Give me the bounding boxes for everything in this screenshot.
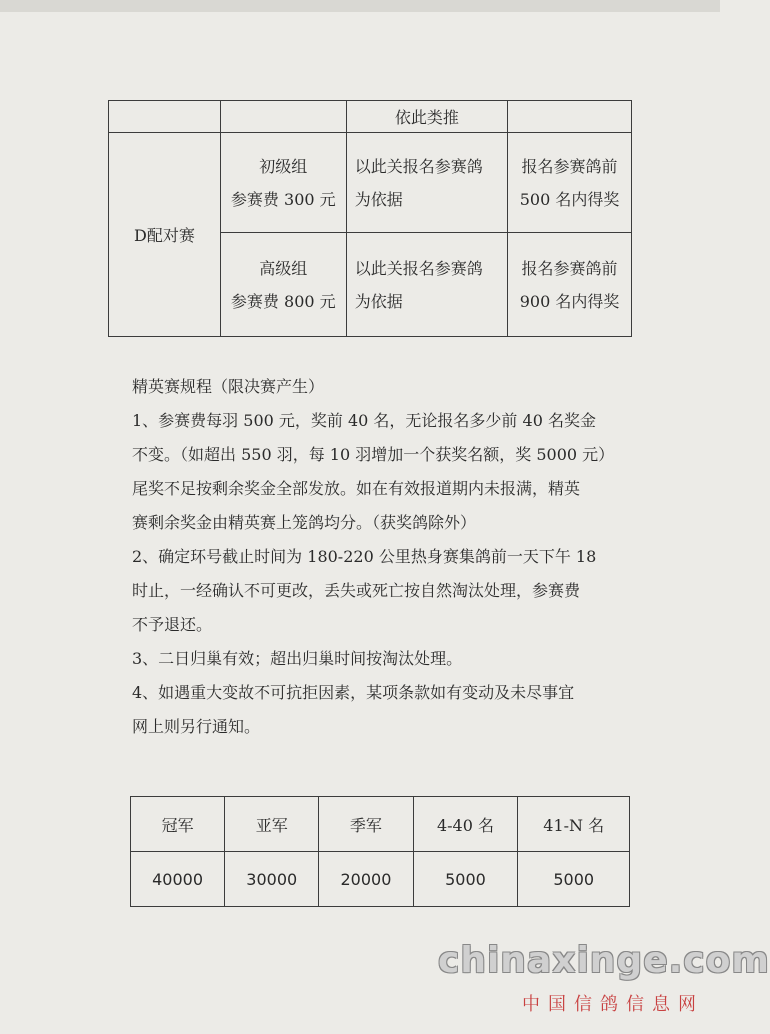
group-fee: 参赛费 300 元 [230, 189, 336, 209]
rules-line: 2、确定环号截止时间为 180-220 公里热身赛集鸽前一天下午 18 [132, 547, 597, 566]
rules-line: 3、二日归巢有效；超出归巢时间按淘汰处理。 [132, 649, 463, 668]
header-empty-cell [220, 101, 346, 133]
rules-line: 网上则另行通知。 [132, 717, 261, 736]
prize-table [130, 796, 630, 907]
rules-line: 时止，一经确认不可更改，丢失或死亡按自然淘汰处理，参赛费 [132, 581, 581, 600]
award-cell [508, 233, 632, 337]
award-line: 报名参赛鸽前 [521, 156, 618, 176]
basis-cell [346, 133, 507, 233]
group-name: 初级组 [259, 156, 308, 176]
section-label-cell: D配对赛 [109, 133, 221, 337]
group-cell [220, 133, 346, 233]
prize-header: 4-40 名 [413, 797, 518, 852]
rules-line: 不变。（如超出 550 羽，每 10 羽增加一个获奖名额，奖 5000 元） [132, 445, 615, 464]
prize-value: 40000 [131, 852, 225, 907]
prize-header: 41-N 名 [518, 797, 630, 852]
rules-line: 1、参赛费每羽 500 元，奖前 40 名，无论报名多少前 40 名奖金 [132, 411, 596, 430]
basis-line: 为依据 [354, 189, 403, 209]
rules-line: 尾奖不足按剩余奖金全部发放。如在有效报道期内未报满，精英 [132, 479, 581, 498]
award-line: 500 名内得奖 [519, 189, 620, 209]
site-name-watermark: 中国信鸽信息网 [522, 994, 704, 1015]
header-empty-cell [508, 101, 632, 133]
header-cell: 依此类推 [346, 101, 507, 133]
basis-line: 以此关报名参赛鸽 [354, 258, 483, 278]
basis-cell [346, 233, 507, 337]
scan-top-edge [0, 0, 720, 12]
basis-line: 为依据 [354, 291, 403, 311]
elite-race-rules [132, 370, 632, 744]
group-fee: 参赛费 800 元 [230, 291, 336, 311]
prize-header: 冠军 [131, 797, 225, 852]
header-empty-cell [109, 101, 221, 133]
rules-line: 赛剩余奖金由精英赛上笼鸽均分。（获奖鸽除外） [132, 513, 477, 532]
prize-header: 季军 [319, 797, 413, 852]
prize-value: 20000 [319, 852, 413, 907]
group-cell [220, 233, 346, 337]
award-line: 报名参赛鸽前 [521, 258, 618, 278]
prize-header: 亚军 [225, 797, 319, 852]
prize-value: 30000 [225, 852, 319, 907]
rules-line: 不予退还。 [132, 615, 213, 634]
site-watermark: chinaxinge.com [438, 940, 770, 981]
rules-line: 4、如遇重大变故不可抗拒因素，某项条款如有变动及未尽事宜 [132, 683, 575, 702]
division-table [108, 100, 632, 337]
prize-value: 5000 [413, 852, 518, 907]
prize-value: 5000 [518, 852, 630, 907]
basis-line: 以此关报名参赛鸽 [354, 156, 483, 176]
award-line: 900 名内得奖 [519, 291, 620, 311]
group-name: 高级组 [259, 258, 308, 278]
rules-title: 精英赛规程（限决赛产生） [132, 377, 325, 396]
award-cell [508, 133, 632, 233]
